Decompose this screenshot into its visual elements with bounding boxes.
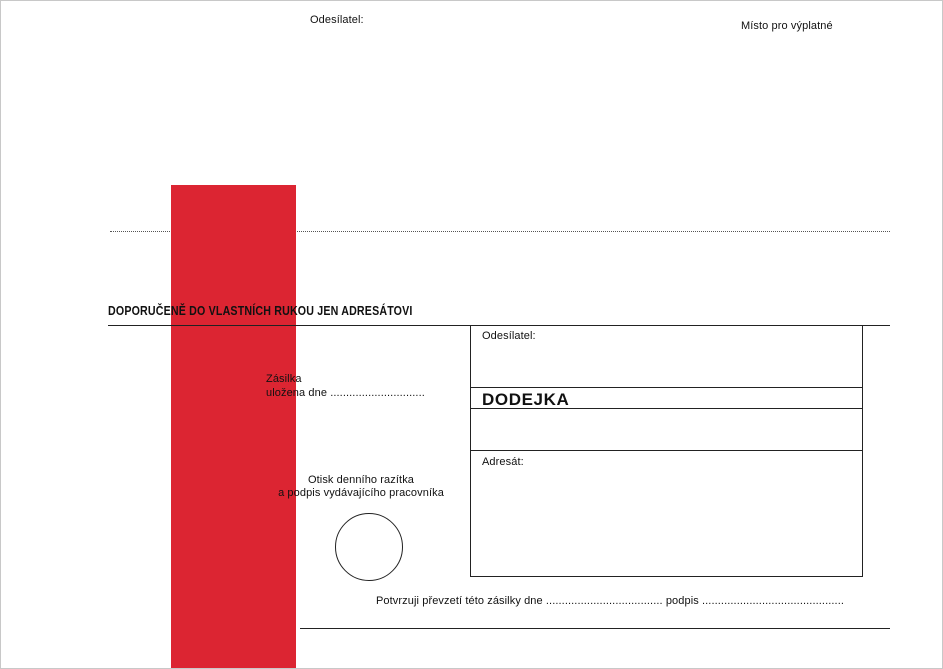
red-signal-band [171, 185, 296, 669]
box-separator [471, 408, 862, 409]
top-sender-label: Odesílatel: [310, 14, 364, 26]
box-separator [471, 450, 862, 451]
box-addressee-label: Adresát: [482, 456, 524, 468]
receipt-confirmation-line: Potvrzuji převzetí této zásilky dne ..................................... podpis ............................................. [376, 595, 845, 607]
receipt-title: DODEJKA [482, 390, 570, 409]
stamp-label-line1: Otisk denního razítka [307, 474, 415, 486]
return-receipt-box [470, 325, 863, 577]
registered-heading: DOPORUČENĚ DO VLASTNÍCH RUKOU JEN ADRESÁTOVI [108, 303, 413, 318]
stored-label-line2: uložena dne .............................. [266, 387, 425, 399]
bottom-divider-line [300, 628, 890, 629]
stamp-label-line2: a podpis vydávajícího pracovníka [278, 487, 444, 499]
stored-label-line1: Zásilka [266, 373, 302, 385]
stamp-circle [335, 513, 403, 581]
box-separator [471, 387, 862, 388]
postage-area-label: Místo pro výplatné [741, 20, 833, 32]
box-sender-label: Odesílatel: [482, 330, 536, 342]
